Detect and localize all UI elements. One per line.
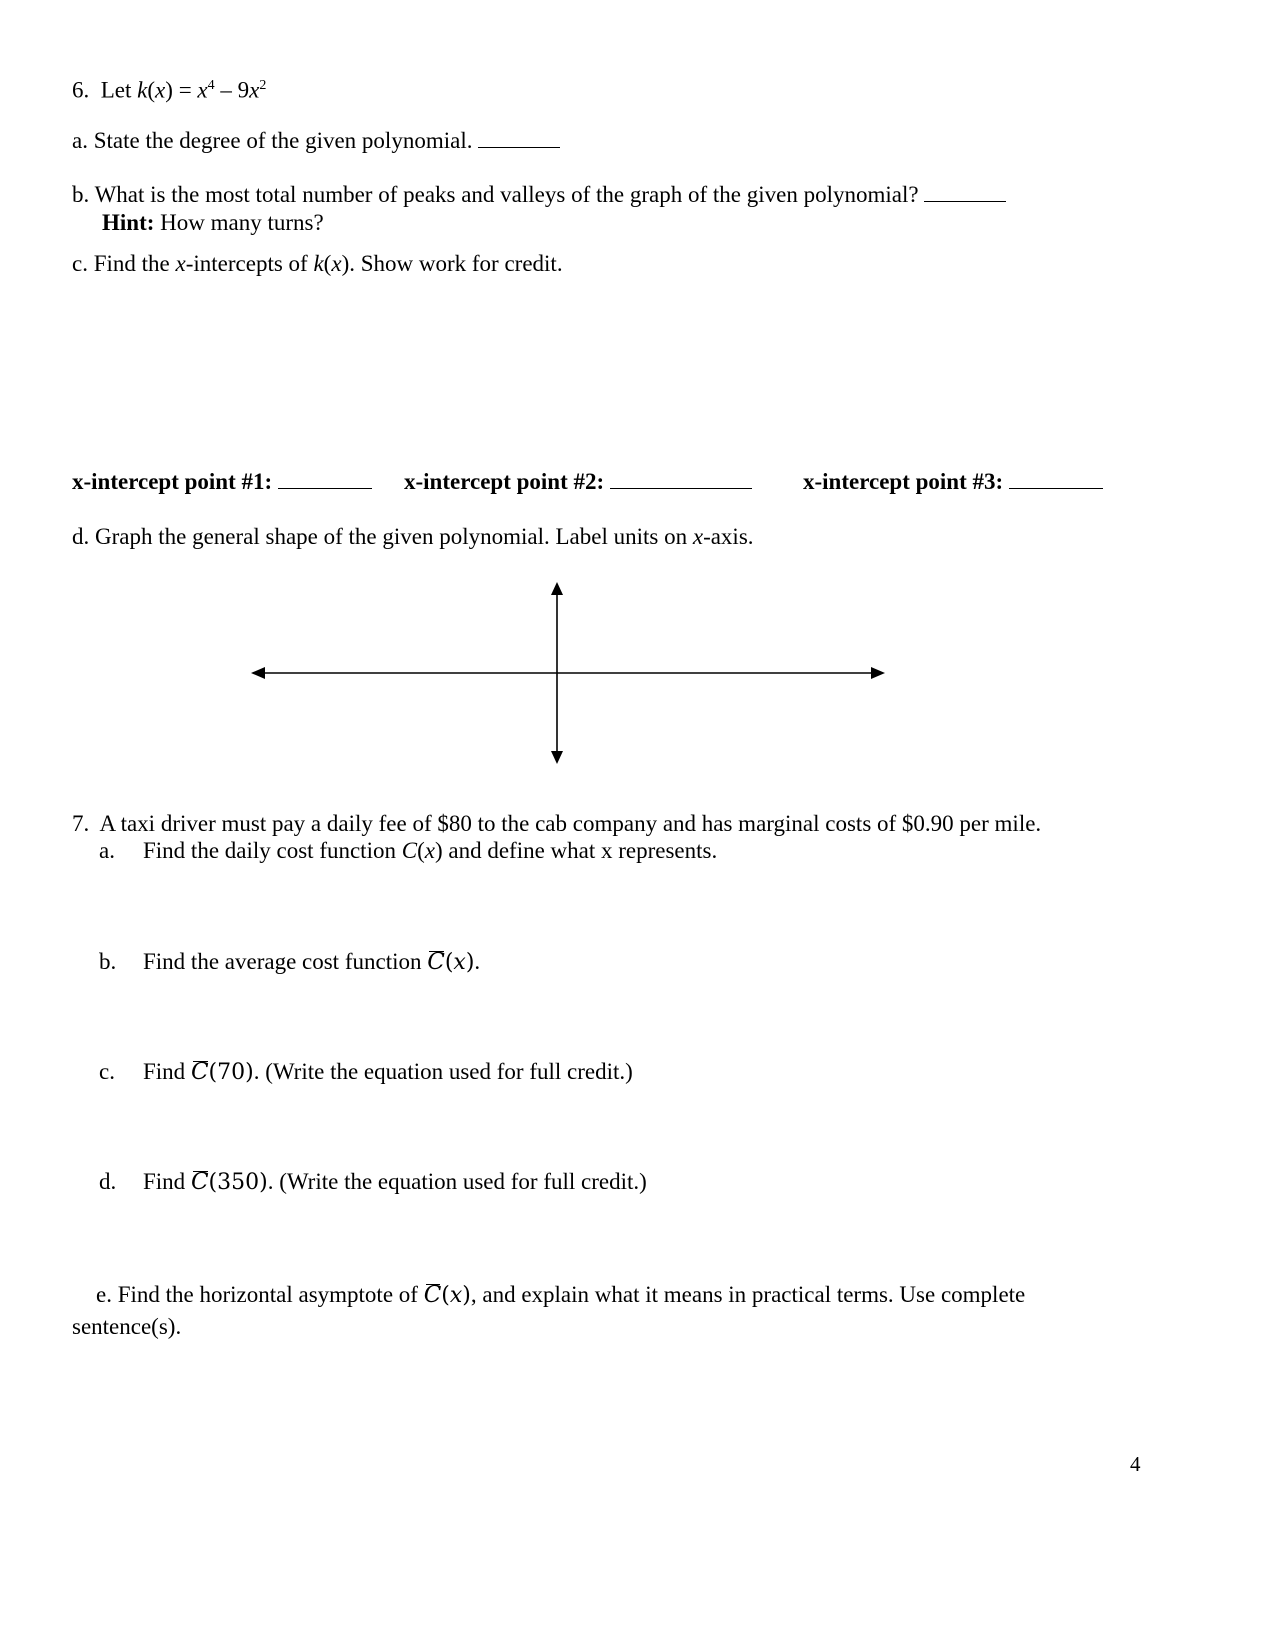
- x-axis-left-arrow: [251, 667, 265, 679]
- page-number: 4: [1130, 1452, 1141, 1476]
- x-intercept-2-blank[interactable]: [610, 468, 752, 489]
- q7e-prompt-line2: sentence(s).: [72, 1314, 182, 1339]
- q6b-prompt: b. What is the most total number of peaks and valleys of the graph of the given polynomial?: [72, 181, 1006, 209]
- q7d-label: d.: [99, 1169, 117, 1194]
- q6a-answer-blank[interactable]: [478, 127, 560, 148]
- x-intercept-2: x-intercept point #2:: [404, 468, 752, 496]
- c-bar-symbol: 𝐶: [190, 1169, 209, 1194]
- y-axis-up-arrow: [551, 582, 563, 595]
- q7c-label: c.: [99, 1059, 115, 1084]
- x-intercept-3-blank[interactable]: [1009, 468, 1103, 489]
- y-axis-down-arrow: [551, 751, 563, 764]
- coordinate-axes[interactable]: [245, 575, 895, 770]
- c-bar-symbol: 𝐶: [423, 1282, 442, 1307]
- q7e-prompt: e. Find the horizontal asymptote of 𝐶(𝑥), and explain what it means in practical terms. Use complete: [96, 1282, 1026, 1308]
- x-axis-right-arrow: [871, 667, 885, 679]
- q7d-prompt: Find 𝐶(350). (Write the equation used for full credit.): [143, 1169, 647, 1195]
- c-bar-symbol: 𝐶: [190, 1059, 209, 1084]
- q6-number: 6.: [72, 77, 90, 103]
- q6d-prompt: d. Graph the general shape of the given polynomial. Label units on x-axis.: [72, 524, 754, 549]
- q7-stem: 7. A taxi driver must pay a daily fee of $80 to the cab company and has marginal costs of $0.90 per mile.: [72, 811, 1042, 836]
- q6b-hint: Hint: How many turns?: [102, 210, 324, 235]
- q7b-label: b.: [99, 949, 117, 974]
- q7a-label: a.: [99, 838, 115, 863]
- q7b-prompt: Find the average cost function 𝐶(𝑥).: [143, 949, 481, 975]
- x-intercept-1-blank[interactable]: [278, 468, 372, 489]
- c-bar-symbol: 𝐶: [427, 949, 445, 974]
- q7-number: 7.: [72, 811, 90, 836]
- q6c-prompt: c. Find the x-intercepts of k(x). Show work for credit.: [72, 251, 563, 276]
- q7c-prompt: Find 𝐶(70). (Write the equation used for full credit.): [143, 1059, 633, 1085]
- x-intercept-3: x-intercept point #3:: [803, 468, 1103, 496]
- q6-heading: 6. Let $k(x) = x^4 - 9x^2$: [72, 77, 267, 103]
- q7a-prompt: Find the daily cost function C(x) and define what x represents.: [143, 838, 718, 863]
- x-intercept-1: x-intercept point #1:: [72, 468, 372, 496]
- q6b-answer-blank[interactable]: [924, 181, 1006, 202]
- q6a-prompt: a. State the degree of the given polynomial.: [72, 127, 560, 155]
